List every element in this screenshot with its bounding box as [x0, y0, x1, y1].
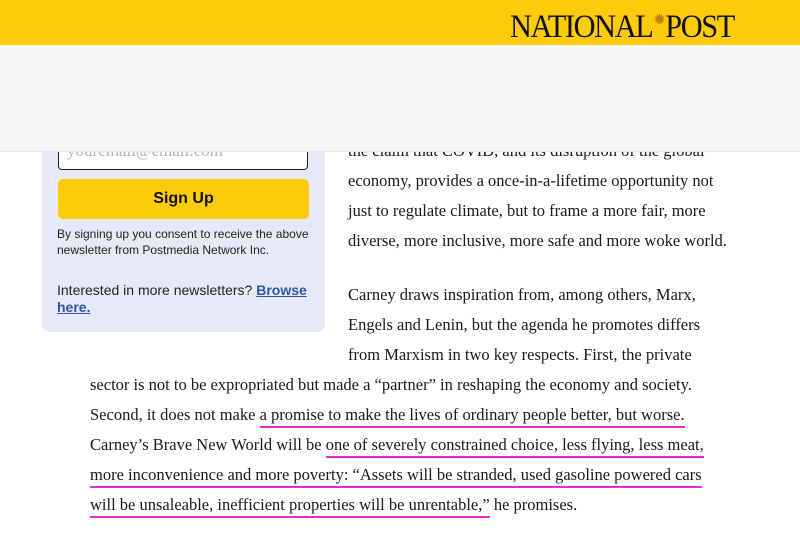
paragraph-line: diverse, more inclusive, more safe and more woke world. — [348, 231, 727, 250]
browse-newsletters-link[interactable]: Browse here. — [57, 282, 307, 315]
paragraph-line: Engels and Lenin, but the agenda he promotes differs — [348, 315, 701, 334]
paragraph-line — [90, 405, 685, 425]
sign-up-button[interactable]: Sign Up — [58, 179, 309, 219]
highlighted-text: more inconvenience and more poverty: “Assets will be stranded, used gasoline powered cars — [90, 465, 702, 488]
ad-banner-area — [0, 45, 800, 152]
text-segment: Second, it does not make — [90, 405, 260, 424]
highlighted-text: one of severely constrained choice, less flying, less meat, — [326, 435, 704, 458]
consent-text: By signing up you consent to receive the above newsletter from Postmedia Network Inc. — [57, 227, 309, 257]
paragraph-line — [90, 465, 702, 485]
paragraph-line: Carney draws inspiration from, among others, Marx, — [348, 285, 696, 304]
text-segment: he promises. — [489, 495, 578, 514]
site-header — [0, 0, 800, 45]
paragraph-line: from Marxism in two key respects. First, the private — [348, 345, 692, 364]
paragraph-line — [90, 435, 704, 455]
highlighted-text: a promise to make the lives of ordinary people better, but worse. — [260, 405, 685, 428]
more-newsletters-label: Interested in more newsletters? — [57, 282, 253, 298]
national-post-logo[interactable] — [510, 3, 734, 45]
highlighted-text: will be unsaleable, inefficient properties will be unrentable,” — [90, 495, 490, 518]
paragraph-line: sector is not to be expropriated but made a “partner” in reshaping the economy and society. — [90, 375, 692, 394]
maple-leaf-icon: ✹ — [653, 12, 665, 29]
more-newsletters-text — [57, 282, 319, 316]
logo-text-national: NATIONAL — [510, 9, 653, 45]
paragraph-line: just to regulate climate, but to frame a more fair, more — [348, 201, 706, 220]
paragraph-line — [90, 495, 577, 515]
logo-text-post: POST — [665, 9, 734, 45]
paragraph-line: economy, provides a once-in-a-lifetime opportunity not — [348, 171, 714, 190]
text-segment: Carney’s Brave New World will be — [90, 435, 326, 454]
